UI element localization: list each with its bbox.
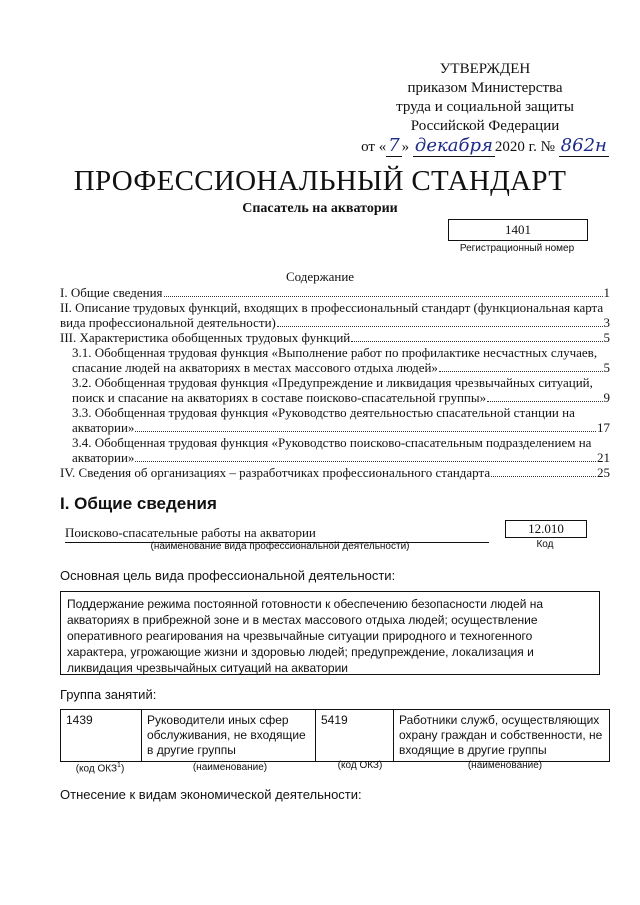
toc-heading: Содержание [285,269,355,284]
registration-number-box: 1401 [448,219,588,241]
document-title: ПРОФЕССИОНАЛЬНЫЙ СТАНДАРТ [73,165,567,197]
toc-item: 3.2. Обобщенная трудовая функция «Предупреждение и ликвидация чрезвычайных ситуаций, поиск и спасание на акваториях в составе поисково-спасательной группы» 9 [72,375,610,405]
toc-item: 3.1. Обобщенная трудовая функция «Выполнение работ по профилактике несчастных случаев, спасание людей на акваториях в местах массового отдыха людей» 5 [72,345,610,375]
registration-number-caption: Регистрационный номер [459,243,575,254]
activity-code-caption: Код [536,539,554,550]
table-cell-code: 1439 [61,710,142,762]
activity-name: Поисково-спасательные работы на акватории [65,525,489,543]
toc-page: 21 [597,450,610,465]
toc-page: 25 [597,465,610,480]
toc-item: III. Характеристика обобщенных трудовых функций 5 [60,330,610,345]
goal-label: Основная цель вида профессиональной деятельности: [60,568,396,583]
document-subtitle: Спасатель на акватории [242,201,398,216]
activity-caption: (наименование вида профессиональной деятельности) [150,541,410,552]
occupation-group-label: Группа занятий: [60,687,157,702]
approval-title: УТВЕРЖДЕН [439,61,531,77]
toc-item: 3.4. Обобщенная трудовая функция «Руководство поисково-спасательным подразделением на акватории» 21 [72,435,610,465]
toc-page: 3 [603,315,610,330]
toc-page: 5 [603,330,610,345]
activity-code-box: 12.010 [505,520,587,538]
table-of-contents [60,285,610,480]
approval-date-line: от « 7 » декабря 2020 г. № 862н [361,135,607,156]
toc-page: 17 [597,420,610,435]
table-cell-name: Работники служб, осуществляющих охрану граждан и собственности, не входящие в другие группы [394,710,610,762]
toc-item: IV. Сведения об организациях – разработчиках профессионального стандарта 25 [60,465,610,480]
approval-line: Российской Федерации [410,118,560,134]
table-caption-name: (наименование) [192,762,268,773]
toc-page: 1 [603,285,610,300]
table-caption-code: (код ОКЗ$^1$) [75,762,125,775]
table-cell-name: Руководители иных сфер обслуживания, не входящие в другие группы [142,710,316,762]
economic-activity-label: Отнесение к видам экономической деятельности: [60,787,362,802]
table-caption-name: (наименование) [467,760,543,771]
toc-item: I. Общие сведения 1 [60,285,610,300]
approval-line: труда и социальной защиты [396,99,574,115]
handwritten-month: декабря [414,135,493,156]
toc-item: II. Описание трудовых функций, входящих в профессиональный стандарт (функциональная карта вида профессиональной деятельности) 3 [60,300,610,330]
table-row [61,710,610,762]
section-title: I. Общие сведения [60,494,217,513]
toc-page: 5 [603,360,610,375]
approval-block [360,60,610,157]
approval-line: приказом Министерства [407,80,563,96]
table-caption-code: (код ОКЗ) [337,760,383,771]
handwritten-order-number: 862н [560,135,607,156]
toc-item: 3.3. Обобщенная трудовая функция «Руководство деятельностью спасательной станции на акватории» 17 [72,405,610,435]
toc-page: 9 [603,390,610,405]
occupation-group-table [60,709,610,762]
goal-box: Поддержание режима постоянной готовности к обеспечению безопасности людей на акваториях в прибрежной зоне и в местах массового отдыха людей; осуществление оперативного реагирования на чрезвычайные ситуации природного и техногенного характера, угрожающие жизни и здоровью людей; предупреждение, локализация и ликвидация чрезвычайных ситуаций на акватории [60,591,600,675]
handwritten-day: 7 [388,135,400,156]
table-cell-code: 5419 [316,710,394,762]
